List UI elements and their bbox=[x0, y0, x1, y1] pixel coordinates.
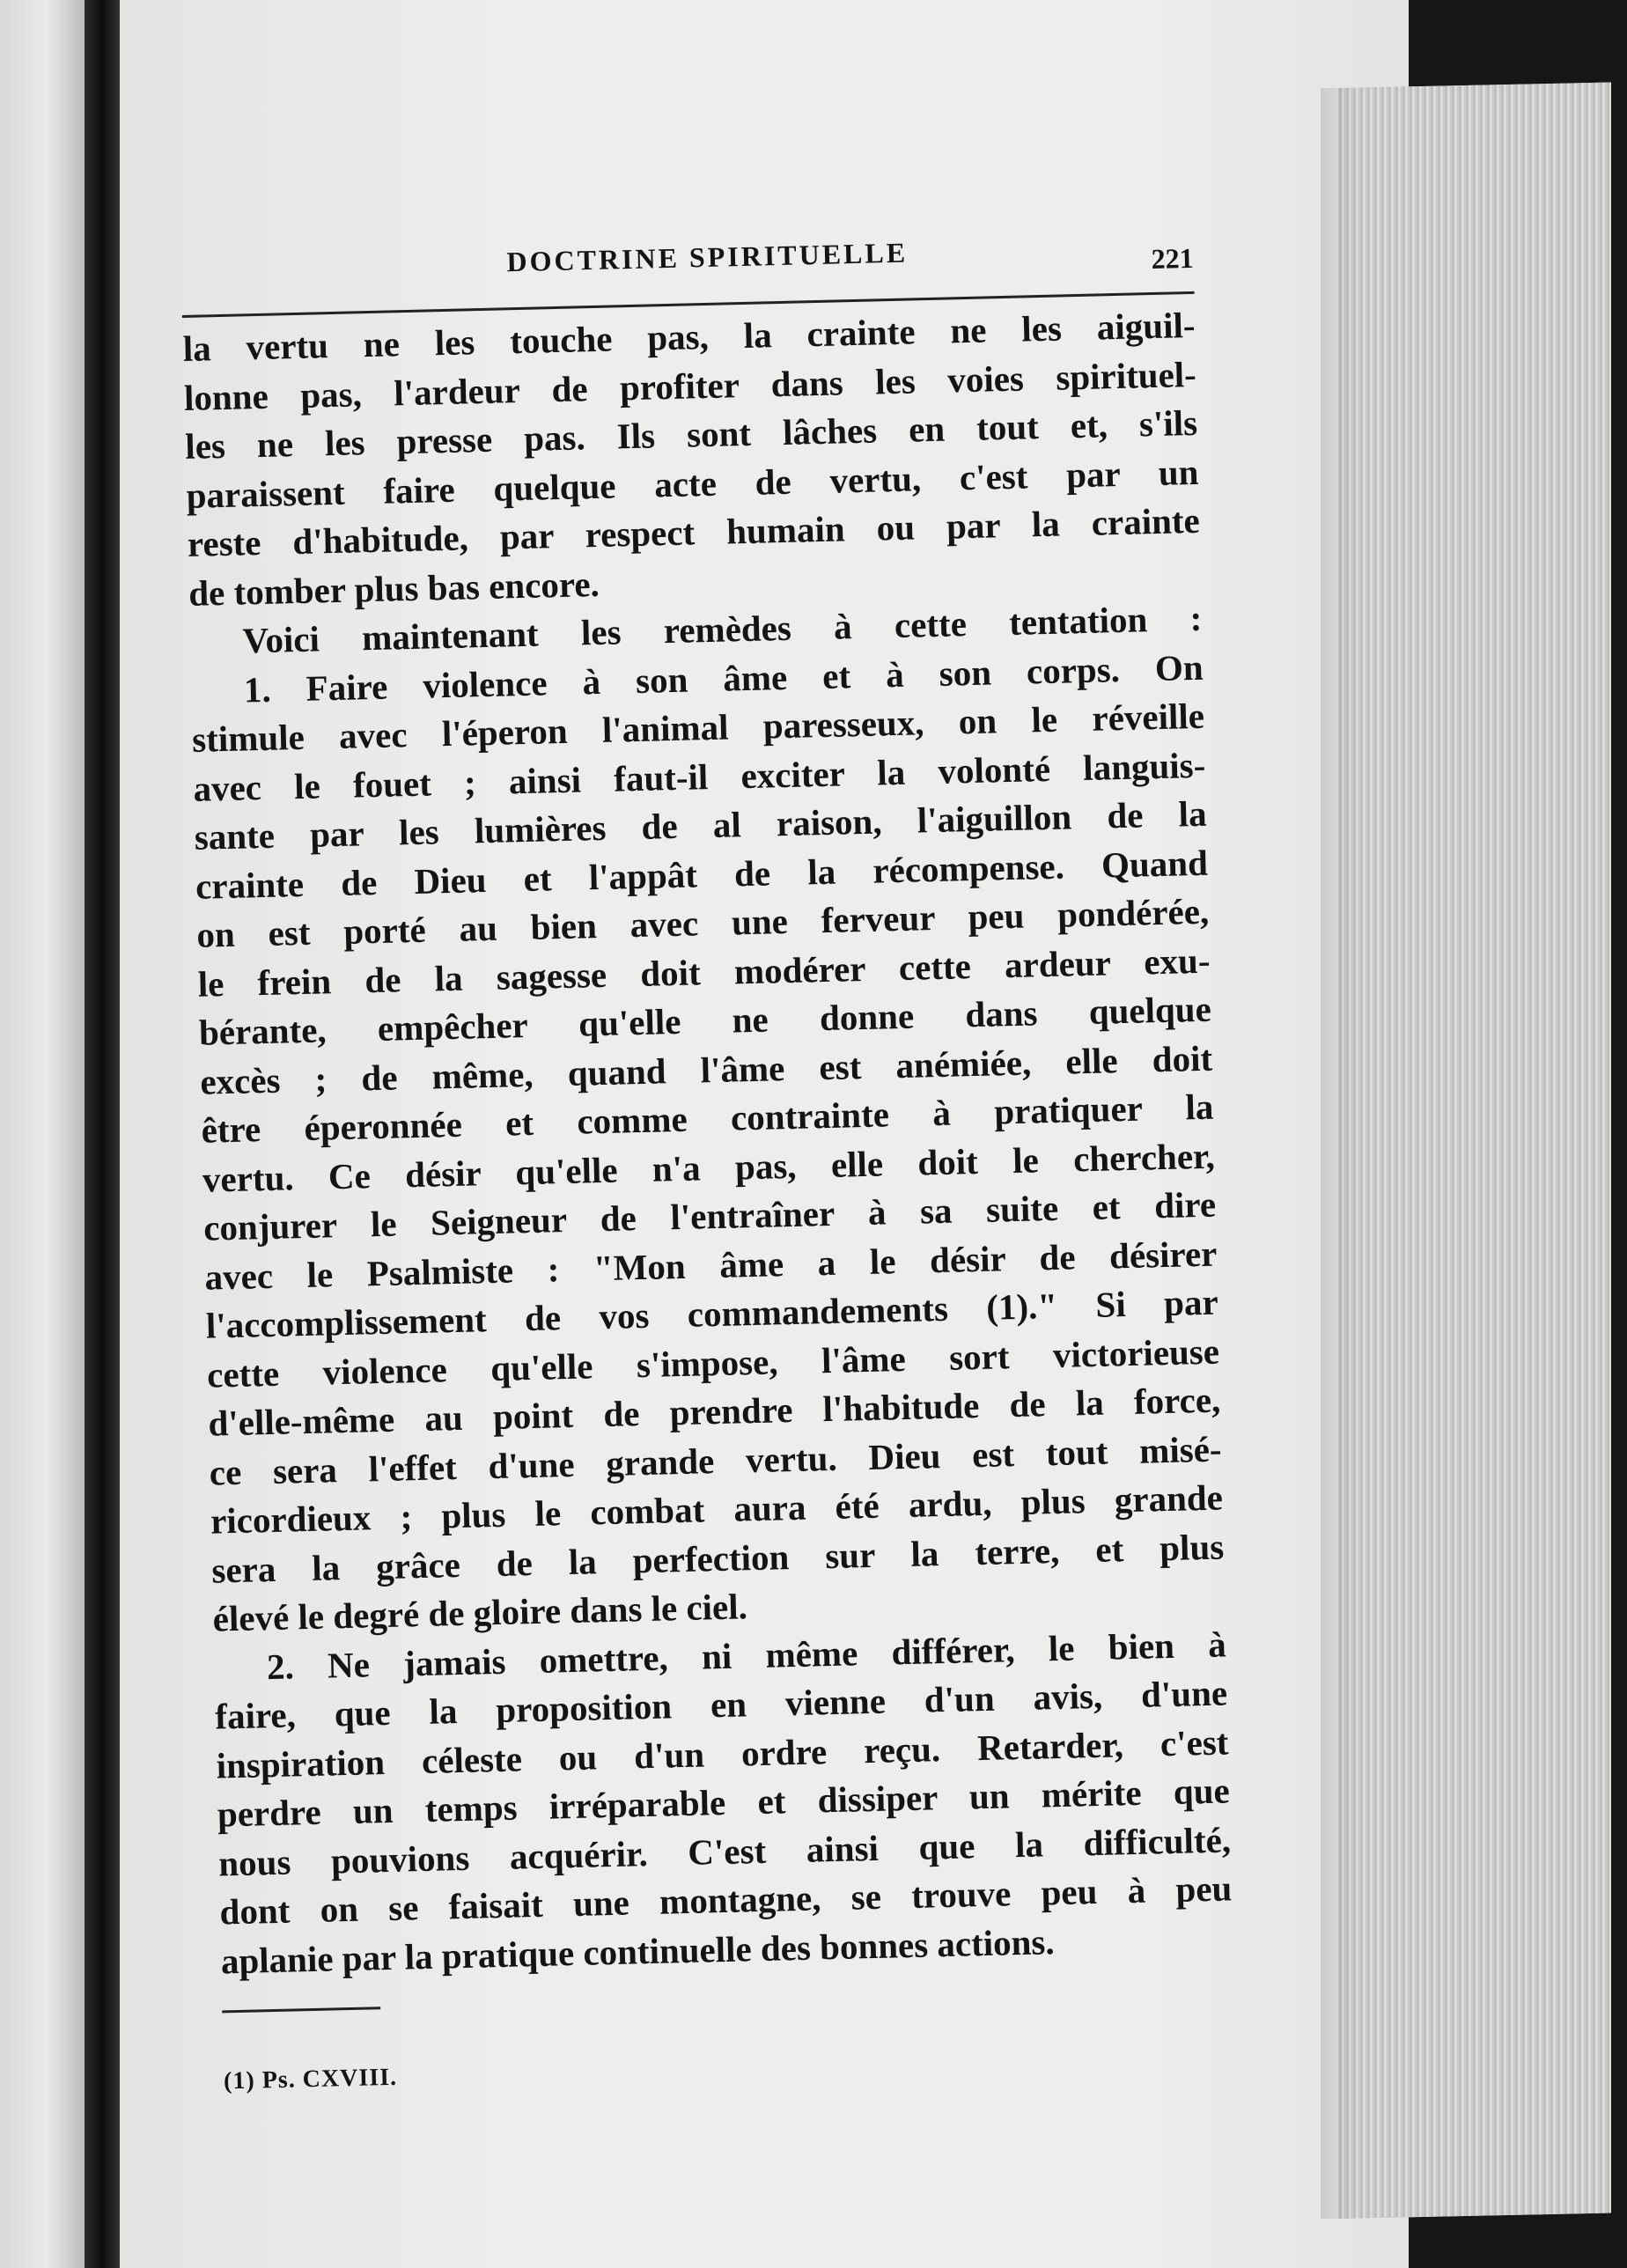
text-line: les ne les presse pas. Ils sont lâches en tout et, s'ils bbox=[184, 401, 1198, 467]
text-line: 1. Faire violence à son âme et à son corps. On bbox=[243, 646, 1204, 710]
text-line: ce sera l'effet d'une grande vertu. Dieu est tout misé- bbox=[209, 1428, 1223, 1493]
text-line: être éperonnée et comme contrainte à pratiquer la bbox=[201, 1086, 1214, 1151]
text-line: ricordieux ; plus le combat aura été ardu, plus grande bbox=[210, 1476, 1224, 1542]
text-line: reste d'habitude, par respect humain ou par la crainte bbox=[187, 499, 1201, 564]
page-edges-stack bbox=[1338, 83, 1611, 2219]
text-line: de tomber plus bas encore. bbox=[188, 563, 600, 614]
text-line: élevé le degré de gloire dans le ciel. bbox=[212, 1586, 748, 1639]
text-line: aplanie par la pratique continuelle des bonnes actions. bbox=[220, 1920, 1056, 1981]
text-line: la vertu ne les touche pas, la crainte ne les aiguil- bbox=[182, 304, 1196, 369]
text-line: bérante, empêcher qu'elle ne donne dans quelque bbox=[198, 988, 1212, 1053]
text-line: Voici maintenant les remèdes à cette tentation : bbox=[242, 597, 1203, 661]
text-line: sera la grâce de la perfection sur la terre, et plus bbox=[210, 1525, 1225, 1591]
text-line: nous pouvions acquérir. C'est ainsi que la difficulté, bbox=[217, 1818, 1232, 1883]
text-line: dont on se faisait une montagne, se trouve peu à peu bbox=[219, 1867, 1233, 1933]
text-line: crainte de Dieu et l'appât de la récompense. Quand bbox=[195, 842, 1209, 907]
text-line: conjurer le Seigneur de l'entraîner à sa suite et dire bbox=[202, 1183, 1217, 1248]
text-line: sante par les lumières de al raison, l'aiguillon de la bbox=[194, 792, 1208, 858]
running-head-title: DOCTRINE SPIRITUELLE bbox=[506, 236, 909, 278]
text-line: cette violence qu'elle s'impose, l'âme sort victorieuse bbox=[206, 1330, 1220, 1395]
text-line: 2. Ne jamais omettre, ni même différer, le bien à bbox=[266, 1623, 1227, 1687]
footnote-rule bbox=[222, 2007, 380, 2013]
text-line: avec le Psalmiste : "Mon âme a le désir de désirer bbox=[204, 1233, 1218, 1298]
text-line: faire, que la proposition en vienne d'un avis, d'une bbox=[214, 1672, 1228, 1737]
text-line: le frein de la sagesse doit modérer cette ardeur exu- bbox=[197, 939, 1211, 1005]
text-line: lonne pas, l'ardeur de profiter dans les voies spirituel- bbox=[183, 353, 1197, 418]
text-line: on est porté au bien avec une ferveur peu pondérée, bbox=[195, 890, 1210, 955]
facing-page-edge bbox=[0, 0, 85, 2268]
text-line: l'accomplissement de vos commandements (1)." Si par bbox=[205, 1281, 1219, 1346]
page-number: 221 bbox=[1151, 241, 1195, 276]
body-text bbox=[182, 301, 1233, 1986]
text-line: d'elle-même au point de prendre l'habitude de la force, bbox=[207, 1379, 1221, 1444]
text-line: vertu. Ce désir qu'elle n'a pas, elle doit le chercher, bbox=[202, 1135, 1216, 1200]
footnote: (1) Ps. CXVIII. bbox=[223, 2063, 398, 2095]
book-gutter bbox=[85, 0, 120, 2268]
text-line: excès ; de même, quand l'âme est anémiée, elle doit bbox=[199, 1037, 1213, 1102]
text-line: perdre un temps irréparable et dissiper un mérite que bbox=[217, 1770, 1231, 1835]
text-line: paraissent faire quelque acte de vertu, c'est par un bbox=[186, 451, 1199, 516]
text-line: avec le fouet ; ainsi faut-il exciter la volonté languis- bbox=[192, 744, 1206, 809]
text-line: inspiration céleste ou d'un ordre reçu. Retarder, c'est bbox=[216, 1720, 1229, 1786]
page-text-block bbox=[180, 223, 1236, 2096]
page-edge-shadow bbox=[1321, 88, 1356, 2219]
text-line: stimule avec l'éperon l'animal paresseux, on le réveille bbox=[191, 695, 1205, 760]
